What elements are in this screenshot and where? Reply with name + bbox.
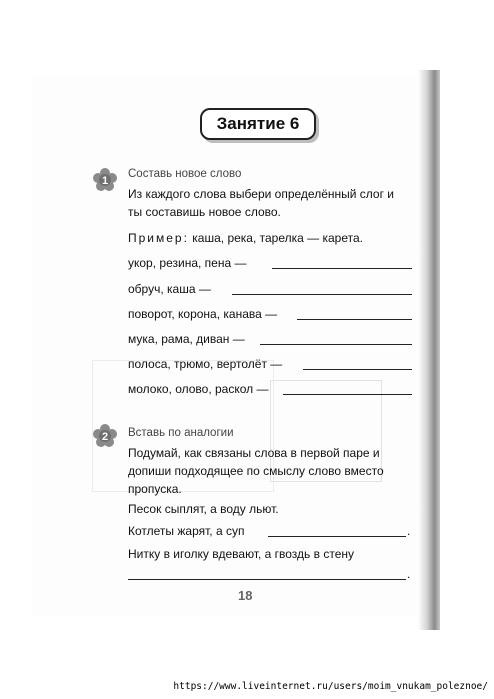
task-number-flower-icon xyxy=(93,168,117,192)
exercise-item: поворот, корона, канава — xyxy=(128,307,278,321)
exercise-item: укор, резина, пена — xyxy=(128,256,247,270)
task-heading: Вставь по аналогии xyxy=(128,427,234,439)
task-instruction: Подумай, как связаны слова в первой паре и xyxy=(128,446,380,460)
answer-line[interactable] xyxy=(303,369,412,370)
task-instruction: Из каждого слова выбери определённый слог и xyxy=(128,187,395,201)
answer-line[interactable] xyxy=(232,294,412,295)
task-number: 2 xyxy=(101,431,109,443)
example-label: Пример: xyxy=(128,231,189,245)
exercise-item: Нитку в иголку вдевают, а гвоздь в стену xyxy=(128,547,355,561)
exercise-item: обруч, каша — xyxy=(128,282,211,296)
source-url[interactable]: https://www.liveinternet.ru/users/moim_vnukam_poleznoe/ xyxy=(173,681,488,692)
example-text: каша, река, тарелка — карета. xyxy=(192,231,363,245)
answer-line[interactable] xyxy=(128,579,406,580)
answer-line[interactable] xyxy=(297,319,412,320)
task-instruction: ты составишь новое слово. xyxy=(128,205,281,219)
period: . xyxy=(407,524,411,538)
exercise-item: молоко, олово, раскол — xyxy=(128,382,269,396)
task-instruction: допиши подходящее по смыслу слово вместо xyxy=(128,464,384,478)
answer-line[interactable] xyxy=(260,344,412,345)
task-number: 1 xyxy=(101,175,109,187)
task-heading: Составь новое слово xyxy=(128,168,242,180)
page-number: 18 xyxy=(238,588,253,603)
answer-line[interactable] xyxy=(283,394,412,395)
lesson-title: Занятие 6 xyxy=(200,108,316,140)
task-number-flower-icon xyxy=(93,424,117,448)
answer-line[interactable] xyxy=(268,536,406,537)
exercise-item: мука, рама, диван — xyxy=(128,332,245,346)
period: . xyxy=(407,567,411,581)
task-instruction: пропуска. xyxy=(128,482,182,496)
exercise-item: полоса, трюмо, вертолёт — xyxy=(128,357,283,371)
exercise-item: Песок сыплят, а воду льют. xyxy=(128,502,279,516)
example xyxy=(128,231,363,245)
answer-line[interactable] xyxy=(272,268,412,269)
exercise-item: Котлеты жарят, а суп xyxy=(128,524,245,538)
page-edge-shadow xyxy=(418,70,440,630)
